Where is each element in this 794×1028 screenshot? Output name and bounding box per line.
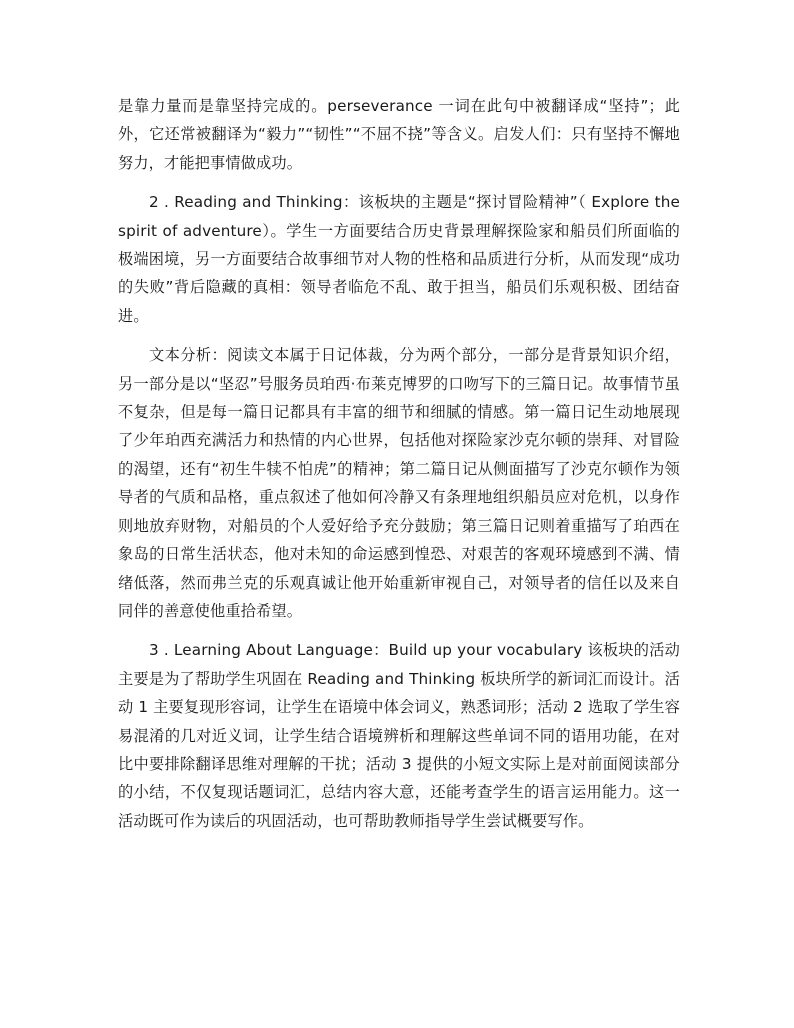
paragraph-continuation: 是靠力量而是靠坚持完成的。perseverance 一词在此句中被翻译成“坚持”；此外，它还常被翻译为“毅力”“韧性”“不屈不挠”等含义。启发人们：只有坚持不懈地努力，才能把事情做成功。 (118, 97, 680, 172)
paragraph-learning-about-language: 3 . Learning About Language：Build up your vocabulary 该板块的活动主要是为了帮助学生巩固在 Reading and Thinking 板块所学的新词汇而设计。活动 1 主要复现形容词，让学生在语境中体会词义，熟悉词形；活动 2 选取了学生容易混淆的几对近义词，让学生结合语境辨析和理解这些单词不同的语用功能，在对比中要排除翻译思维对理解的干扰；活动 3 提供的小短文实际上是对前面阅读部分的小结，不仅复现话题词汇，总结内容大意，还能考查学生的语言运用能力。这一活动既可作为读后的巩固活动，也可帮助教师指导学生尝试概要写作。 (118, 641, 680, 830)
paragraph-text-analysis: 文本分析：阅读文本属于日记体裁，分为两个部分，一部分是背景知识介绍，另一部分是以“坚忍”号服务员珀西·布莱克博罗的口吻写下的三篇日记。故事情节虽不复杂，但是每一篇日记都具有丰富的细节和细腻的情感。第一篇日记生动地展现了少年珀西充满活力和热情的内心世界，包括他对探险家沙克尔顿的崇拜、对冒险的渴望，还有“初生牛犊不怕虎”的精神；第二篇日记从侧面描写了沙克尔顿作为领导者的气质和品格，重点叙述了他如何冷静又有条理地组织船员应对危机，以身作则地放弃财物，对船员的个人爱好给予充分鼓励；第三篇日记则着重描写了珀西在象岛的日常生活状态，他对未知的命运感到惶恐、对艰苦的客观环境感到不满、情绪低落，然而弗兰克的乐观真诚让他开始重新审视自己，对领导者的信任以及来自同伴的善意使他重拾希望。 (118, 346, 680, 620)
paragraph-reading-and-thinking: 2 . Reading and Thinking：该板块的主题是“探讨冒险精神”（ Explore the spirit of adventure）。学生一方面要结合历史背景理解探险家和船员们所面临的极端困境，另一方面要结合故事细节对人物的性格和品质进行分析，从而发现“成功的失败”背后隐藏的真相：领导者临危不乱、敢于担当，船员们乐观积极、团结奋进。 (118, 193, 680, 325)
document-page (118, 92, 680, 846)
